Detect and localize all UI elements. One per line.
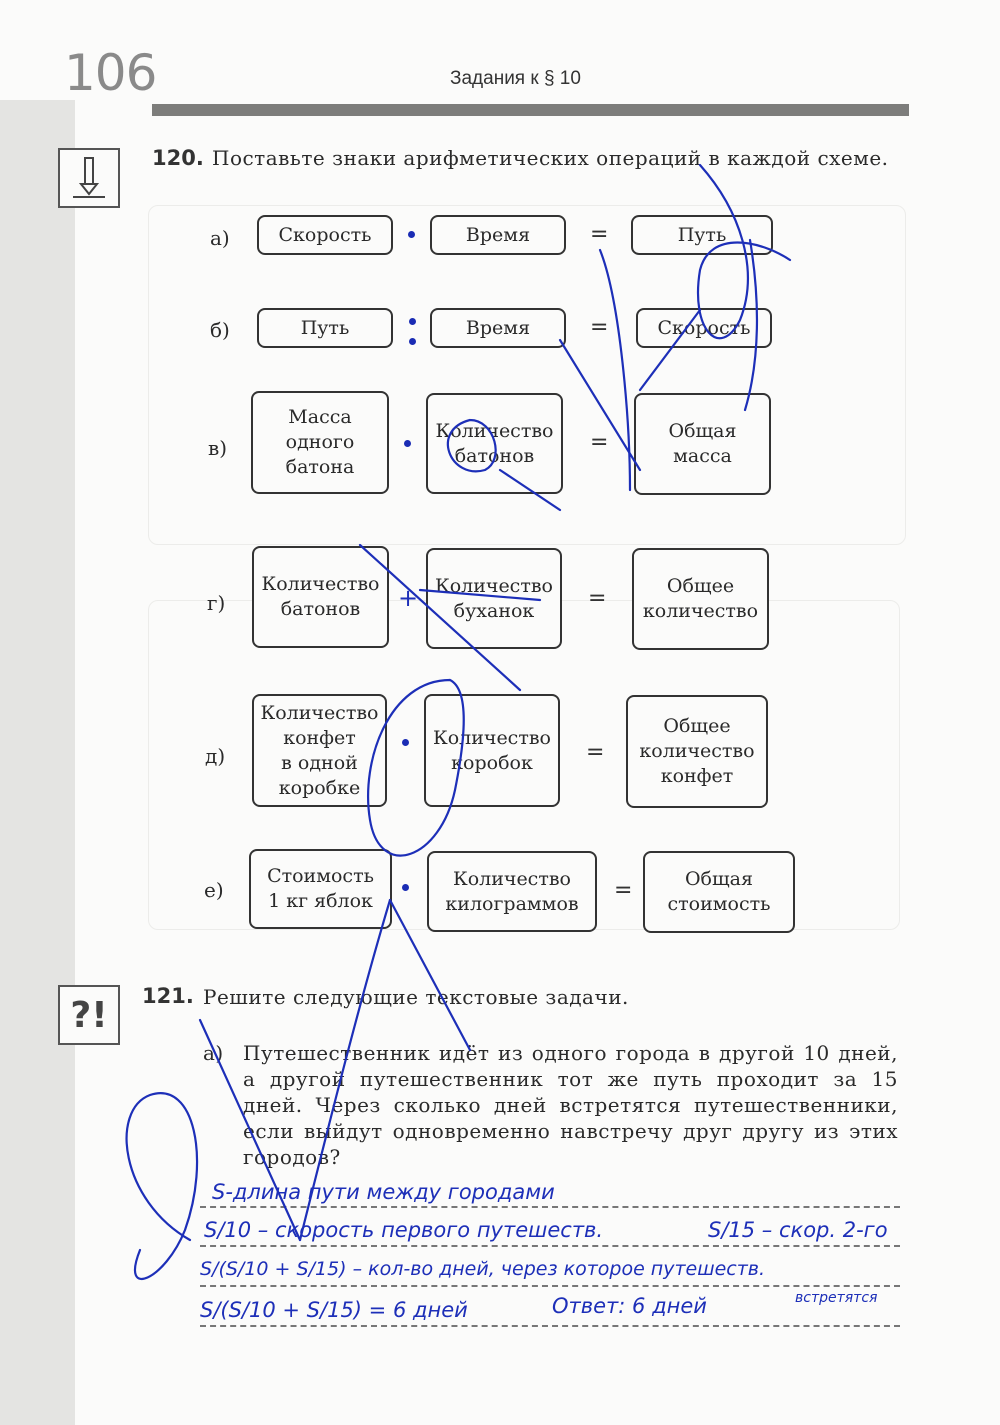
exercise-number: 120. [152, 146, 204, 170]
row-label: д) [205, 744, 226, 768]
handwritten-multiply-dot [402, 739, 409, 746]
scheme-box: Время [430, 215, 566, 255]
equals-sign: = [590, 430, 609, 455]
answer-line [200, 1206, 900, 1208]
scheme-box: Количество килограммов [427, 851, 597, 932]
scheme-box: Время [430, 308, 566, 348]
task-text: Путешественник идёт из одного города в другой 10 дней, а другой путешественник тот же путь проходит за 15 дней. Через сколько дней встретятся путешественники, если выйдут одновременно навстречу друг другу из этих городов? [243, 1041, 898, 1169]
handwritten-answer: Ответ: 6 дней [552, 1294, 707, 1318]
scheme-box: Количество батонов [252, 546, 389, 648]
scheme-box: Стоимость 1 кг яблок [249, 849, 392, 929]
handwritten-line: S/10 – скорость первого путешеств. [204, 1218, 604, 1242]
scheme-box: Количество батонов [426, 393, 563, 494]
scheme-box: Общее количество конфет [626, 695, 768, 808]
handwritten-line: S/15 – скор. 2-го [708, 1218, 888, 1242]
equals-sign: = [590, 315, 609, 340]
scheme-box: Масса одного батона [251, 391, 389, 494]
row-label: в) [208, 436, 228, 460]
scheme-box: Количество буханок [426, 548, 562, 649]
page-number: 106 [64, 44, 157, 102]
equals-sign: = [588, 586, 607, 611]
scheme-box: Путь [257, 308, 393, 348]
answer-line [200, 1285, 900, 1287]
exercise-number: 121. [142, 984, 194, 1008]
handwritten-divide-dot-top [409, 318, 416, 325]
handwritten-divide-dot-bottom [409, 338, 416, 345]
scheme-box: Путь [631, 215, 773, 255]
scheme-box: Общее количество [632, 548, 769, 650]
exercise-prompt: Решите следующие текстовые задачи. [203, 985, 629, 1009]
equals-sign: = [590, 222, 609, 247]
handwritten-plus-sign: + [398, 584, 419, 612]
bleed-through-panel [148, 205, 906, 545]
handwritten-multiply-dot [408, 231, 415, 238]
running-head: Задания к § 10 [450, 68, 581, 89]
question-exclamation-icon: ?! [58, 985, 120, 1045]
scheme-box: Общая масса [634, 393, 771, 495]
handwritten-line: S-длина пути между городами [212, 1180, 555, 1204]
equals-sign: = [586, 740, 605, 765]
handwritten-multiply-dot [404, 440, 411, 447]
row-label: б) [210, 318, 230, 342]
scheme-box: Общая стоимость [643, 851, 795, 933]
scheme-box: Количество коробок [424, 694, 560, 807]
answer-line [200, 1245, 900, 1247]
equals-sign: = [614, 878, 633, 903]
scheme-box: Скорость [257, 215, 393, 255]
handwritten-line: S/(S/10 + S/15) = 6 дней [200, 1298, 468, 1322]
answer-line [200, 1325, 900, 1327]
handwritten-line: S/(S/10 + S/15) – кол-во дней, через которое путешеств. [200, 1258, 766, 1280]
scheme-box: Скорость [636, 308, 772, 348]
handwritten-line: встретятся [795, 1290, 878, 1306]
header-rule [152, 104, 909, 116]
exercise-prompt: Поставьте знаки арифметических операций в каждой схеме. [212, 146, 889, 170]
handwritten-multiply-dot [402, 884, 409, 891]
pencil-icon [58, 148, 120, 208]
row-label: г) [207, 591, 226, 615]
scheme-box: Количество конфет в одной коробке [252, 694, 387, 807]
row-label: е) [204, 878, 224, 902]
row-label: а) [210, 226, 230, 250]
task-label: а) [203, 1041, 224, 1065]
page-margin-strip [0, 100, 75, 1425]
